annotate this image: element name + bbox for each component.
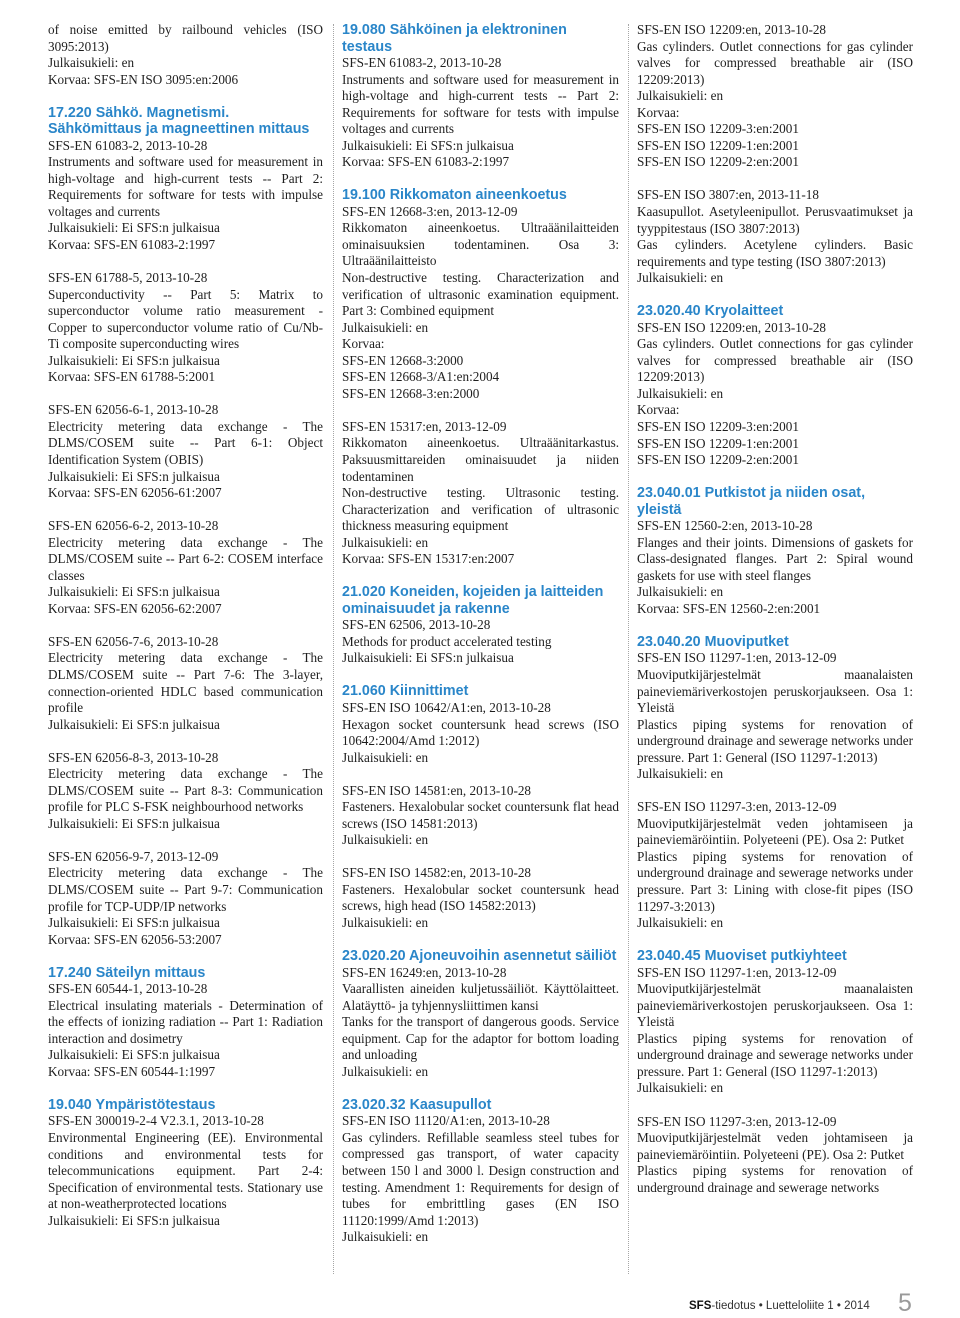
- standard-entry: [637, 650, 913, 782]
- entry-line: Korvaa: SFS-EN 62056-61:2007: [48, 485, 222, 501]
- standard-entry: [342, 783, 619, 849]
- entry-line: Julkaisukieli: en: [637, 584, 724, 600]
- entry-line: Julkaisukieli: Ei SFS:n julkaisua: [342, 650, 514, 666]
- entry-line: Korvaa:: [637, 104, 680, 120]
- entry-line: Fasteners. Hexalobular socket countersunk head screws, high head (ISO 14582:2013): [342, 881, 619, 914]
- entry-line: Plastics piping systems for renovation of underground drainage and sewerage networks under pressure. Part 3: Lining with close-fit pipes (ISO 11297-3:2013): [637, 848, 913, 914]
- standard-entry: [637, 22, 913, 171]
- footer-brand-suffix: -tiedotus: [711, 1300, 756, 1312]
- entry-line: Fasteners. Hexalobular socket countersunk flat head screws (ISO 14581:2013): [342, 799, 619, 831]
- entry-line: SFS-EN ISO 12209-3:en:2001: [637, 418, 799, 434]
- bullet-icon: •: [836, 1300, 845, 1312]
- section-heading: 17.220 Sähkö. Magnetismi. Sähkömittaus ja magneettinen mittaus: [48, 104, 310, 138]
- section-heading: 19.080 Sähköinen ja elektroninen testaus: [342, 22, 567, 55]
- section-heading: 17.240 Säteilyn mittaus: [48, 964, 206, 981]
- section-heading: 19.100 Rikkomaton aineenkoetus: [342, 187, 567, 204]
- standard-entry: [637, 518, 913, 617]
- entry-line: Gas cylinders. Refillable seamless steel tubes for compressed gas transport, of water capacity between 150 l and 3000 l. Design construction and testing. Amendment 1: Requirements for design of tubes for embrittling gases (EN ISO 11120:1999/Amd 1:2013): [342, 1129, 619, 1228]
- entry-line: Flanges and their joints. Dimensions of gaskets for Class-designated flanges. Part 2: Spiral wound gaskets for use with steel flanges: [637, 534, 913, 583]
- entry-line: Environmental Engineering (EE). Environmental conditions and environmental tests for telecommunications equipment. Part 2-4: Specification of environmental tests. Stationary use at non-weatherprotected locations: [48, 1130, 323, 1212]
- entry-line: Julkaisukieli: Ei SFS:n julkaisua: [48, 915, 220, 931]
- entry-identifier: SFS-EN ISO 10642/A1:en, 2013-10-28: [342, 699, 551, 715]
- entry-line: Korvaa: SFS-EN 15317:en:2007: [342, 551, 515, 567]
- entry-line: Muoviputkijärjestelmät maanalaisten paineviemäriverkostojen peruskorjaukseen. Osa 1: Yleistä: [637, 666, 913, 716]
- column-separator: [628, 24, 629, 1274]
- entry-identifier: SFS-EN 62056-6-2, 2013-10-28: [48, 518, 219, 534]
- entry-line: Julkaisukieli: Ei SFS:n julkaisua: [48, 584, 220, 600]
- entry-identifier: SFS-EN ISO 11297-1:en, 2013-12-09: [637, 650, 837, 666]
- standard-entry: [48, 518, 323, 617]
- entry-identifier: SFS-EN 62056-8-3, 2013-10-28: [48, 749, 219, 765]
- entry-line: Gas cylinders. Outlet connections for gas cylinder valves for compressed breathable air (ISO 12209:2013): [637, 336, 913, 385]
- footer-issue: Luetteloliite 1: [765, 1300, 834, 1312]
- entry-line: SFS-EN ISO 12209-1:en:2001: [637, 435, 799, 451]
- section-heading: 21.060 Kiinnittimet: [342, 683, 469, 700]
- entry-line: Kaasupullot. Asetyleenipullot. Perusvaatimukset ja tyyppitestaus (ISO 3807:2013): [637, 203, 913, 236]
- standard-entry: [342, 700, 619, 766]
- entry-identifier: SFS-EN ISO 12209:en, 2013-10-28: [637, 22, 827, 37]
- standard-entry: [342, 965, 619, 1081]
- entry-line: Methods for product accelerated testing: [342, 633, 552, 649]
- standard-entry: [48, 138, 323, 254]
- section-heading: 23.020.20 Ajoneuvoihin asennetut säiliöt: [342, 948, 617, 965]
- standard-entry: [48, 634, 323, 733]
- entry-line: Tanks for the transport of dangerous goods. Service equipment. Cap for the adaptor for bottom loading and unloading: [342, 1014, 619, 1063]
- entry-line: Rikkomaton aineenkoetus. Ultraäänitarkastus. Paksuusmittareiden ominaisuudet ja niiden todentaminen: [342, 435, 619, 484]
- entry-line: Muoviputkijärjestelmät veden johtamiseen ja paineviemäröintiin. Polyeteeni (PE). Osa 2: Putket: [637, 1130, 913, 1162]
- entry-line: Muoviputkijärjestelmät veden johtamiseen ja paineviemäröintiin. Polyeteeni (PE). Osa 2: Putket: [637, 815, 913, 848]
- entry-line: Korvaa: SFS-EN 61083-2:1997: [342, 154, 510, 170]
- entry-line: Electricity metering data exchange - The DLMS/COSEM suite -- Part 6-1: Object Identification System (OBIS): [48, 418, 323, 467]
- entry-line: Julkaisukieli: en: [342, 319, 429, 335]
- standard-entry: [342, 1113, 619, 1245]
- entry-line: Julkaisukieli: en: [637, 1080, 724, 1096]
- entry-identifier: SFS-EN 61083-2, 2013-10-28: [48, 137, 208, 153]
- standard-entry: [637, 1114, 913, 1197]
- entry-line: Julkaisukieli: Ei SFS:n julkaisua: [342, 137, 514, 153]
- entry-line: Electricity metering data exchange - The DLMS/COSEM suite -- Part 6-2: COSEM interface classes: [48, 534, 323, 583]
- entry-line: Julkaisukieli: en: [342, 1229, 429, 1245]
- entry-line: Electrical insulating materials - Determination of the effects of ionizing radiation -- Part 1: Radiation interaction and dosimetry: [48, 997, 323, 1046]
- standard-entry: [48, 402, 323, 501]
- entry-line: Vaarallisten aineiden kuljetussäiliöt. Käyttölaitteet. Alatäyttö- ja tyhjennysliittimen kansi: [342, 981, 619, 1013]
- entry-line: Electricity metering data exchange - The DLMS/COSEM suite -- Part 7-6: The 3-layer, connection-oriented HDLC based communication profile: [48, 650, 323, 716]
- entry-identifier: SFS-EN 12668-3:en, 2013-12-09: [342, 203, 518, 219]
- entry-line: Electricity metering data exchange - The DLMS/COSEM suite -- Part 9-7: Communication profile for TCP-UDP/IP networks: [48, 865, 323, 914]
- entry-line: SFS-EN ISO 12209-2:en:2001: [637, 154, 799, 170]
- standard-entry: [342, 55, 619, 171]
- entry-line: Korvaa:: [637, 402, 680, 418]
- entry-line: Korvaa: SFS-EN 60544-1:1997: [48, 1063, 216, 1079]
- entry-line: Julkaisukieli: Ei SFS:n julkaisua: [48, 1212, 220, 1228]
- standard-entry: [637, 965, 913, 1097]
- section-heading: 21.020 Koneiden, kojeiden ja laitteiden ominaisuudet ja rakenne: [342, 584, 604, 617]
- standard-entry: [637, 799, 913, 931]
- entry-line: Julkaisukieli: en: [637, 88, 724, 104]
- entry-line: SFS-EN ISO 12209-1:en:2001: [637, 137, 799, 153]
- entry-identifier: SFS-EN ISO 11297-3:en, 2013-12-09: [637, 1113, 837, 1129]
- entry-line: Korvaa: SFS-EN 61083-2:1997: [48, 236, 216, 252]
- entry-identifier: SFS-EN 62056-9-7, 2013-12-09: [48, 848, 219, 864]
- section-heading: 23.040.45 Muoviset putkiyhteet: [637, 948, 847, 965]
- entry-line: Plastics piping systems for renovation of underground drainage and sewerage networks under pressure. Part 1: General (ISO 11297-1:2013): [637, 716, 913, 765]
- entry-identifier: SFS-EN ISO 11297-3:en, 2013-12-09: [637, 799, 837, 815]
- entry-identifier: SFS-EN ISO 11297-1:en, 2013-12-09: [637, 964, 837, 980]
- standard-entry: [342, 865, 619, 931]
- entry-line: Korvaa: SFS-EN 12560-2:en:2001: [637, 600, 821, 616]
- entry-line: Electricity metering data exchange - The DLMS/COSEM suite -- Part 8-3: Communication profile for PLC S-FSK neighbourhood networks: [48, 766, 323, 815]
- entry-line: Julkaisukieli: en: [637, 270, 724, 286]
- section-heading: 23.040.01 Putkistot ja niiden osat, yleistä: [637, 485, 866, 518]
- entry-line: Julkaisukieli: Ei SFS:n julkaisua: [48, 815, 220, 831]
- standard-entry: [637, 320, 913, 469]
- entry-line: Korvaa: SFS-EN 62056-62:2007: [48, 600, 222, 616]
- section-heading: 19.040 Ympäristötestaus: [48, 1096, 216, 1113]
- entry-line: Gas cylinders. Outlet connections for gas cylinder valves for compressed breathable air (ISO 12209:2013): [637, 38, 913, 87]
- standard-entry: [342, 617, 619, 667]
- entry-identifier: SFS-EN 62056-7-6, 2013-10-28: [48, 633, 219, 649]
- entry-identifier: SFS-EN ISO 3807:en, 2013-11-18: [637, 187, 819, 203]
- footer-year: 2014: [844, 1300, 870, 1312]
- entry-identifier: SFS-EN 61788-5, 2013-10-28: [48, 270, 208, 286]
- entry-line: Julkaisukieli: en: [342, 534, 429, 550]
- entry-identifier: SFS-EN 60544-1, 2013-10-28: [48, 981, 208, 997]
- entry-line: Rikkomaton aineenkoetus. Ultraäänilaitteiden ominaisuuksien todentaminen. Osa 3: Ultraäänilaitteisto: [342, 220, 619, 269]
- entry-identifier: SFS-EN ISO 12209:en, 2013-10-28: [637, 319, 827, 335]
- section-heading: 23.040.20 Muoviputket: [637, 633, 789, 650]
- section-heading: 23.020.32 Kaasupullot: [342, 1096, 492, 1113]
- entry-line: Non-destructive testing. Characterization and verification of ultrasonic examination equipment. Part 3: Combined equipment: [342, 270, 619, 319]
- standard-entry: [48, 849, 323, 948]
- entry-line: Muoviputkijärjestelmät maanalaisten paineviemäriverkostojen peruskorjaukseen. Osa 1: Yleistä: [637, 981, 913, 1030]
- entry-line: Julkaisukieli: en: [342, 832, 429, 848]
- entry-identifier: of noise emitted by railbound vehicles (ISO 3095:2013): [48, 22, 323, 54]
- entry-line: Julkaisukieli: en: [342, 749, 429, 765]
- standard-entry: [48, 270, 323, 386]
- entry-line: Julkaisukieli: Ei SFS:n julkaisua: [48, 352, 220, 368]
- entry-line: Instruments and software used for measurement in high-voltage and high-current tests -- Part 2: Requirements for software for tests with impulse voltages and currents: [342, 71, 619, 137]
- entry-identifier: SFS-EN 62506, 2013-10-28: [342, 617, 491, 633]
- standard-entry: [342, 419, 619, 568]
- entry-line: Korvaa:: [342, 336, 385, 352]
- entry-identifier: SFS-EN 300019-2-4 V2.3.1, 2013-10-28: [48, 1113, 264, 1129]
- entry-line: Julkaisukieli: en: [342, 1063, 429, 1079]
- entry-line: Julkaisukieli: en: [342, 914, 429, 930]
- entry-identifier: SFS-EN 15317:en, 2013-12-09: [342, 418, 507, 434]
- entry-line: Julkaisukieli: en: [48, 55, 135, 71]
- column-1: [48, 22, 323, 1246]
- entry-line: Korvaa: SFS-EN 61788-5:2001: [48, 369, 216, 385]
- section-heading: 23.020.40 Kryolaitteet: [637, 303, 784, 320]
- entry-identifier: SFS-EN 12560-2:en, 2013-10-28: [637, 518, 813, 534]
- entry-line: Julkaisukieli: Ei SFS:n julkaisua: [48, 1047, 220, 1063]
- column-separator: [333, 24, 334, 1274]
- standard-entry: [48, 981, 323, 1080]
- entry-line: Non-destructive testing. Ultrasonic testing. Characterization and verification of ultrasonic thickness measuring equipment: [342, 485, 619, 534]
- footer-brand: SFS: [689, 1300, 712, 1312]
- footer-text: [689, 1300, 870, 1312]
- page-number: 5: [898, 1289, 912, 1317]
- standard-entry: [637, 187, 913, 286]
- entry-line: Julkaisukieli: en: [637, 915, 724, 931]
- entry-line: Julkaisukieli: Ei SFS:n julkaisua: [48, 468, 220, 484]
- standard-entry: [48, 750, 323, 833]
- entry-identifier: SFS-EN 62056-6-1, 2013-10-28: [48, 402, 219, 418]
- entry-line: Hexagon socket countersunk head screws (ISO 10642:2004/Amd 1:2012): [342, 716, 619, 749]
- column-2: [342, 22, 619, 1262]
- entry-line: Superconductivity -- Part 5: Matrix to superconductor volume ratio measurement - Copper to superconductor volume ratio of Cu/Nb-Ti composite superconducting wires: [48, 286, 323, 352]
- column-3: [637, 22, 913, 1213]
- entry-line: Julkaisukieli: en: [637, 766, 724, 782]
- entry-identifier: SFS-EN 61083-2, 2013-10-28: [342, 55, 502, 70]
- standard-entry: [342, 204, 619, 403]
- entry-line: Korvaa: SFS-EN ISO 3095:en:2006: [48, 71, 239, 87]
- bullet-icon: •: [758, 1300, 766, 1312]
- entry-line: Julkaisukieli: Ei SFS:n julkaisua: [48, 220, 220, 236]
- entry-identifier: SFS-EN ISO 11120/A1:en, 2013-10-28: [342, 1113, 550, 1129]
- entry-line: Instruments and software used for measurement in high-voltage and high-current tests -- Part 2: Requirements for software for tests with impulse voltages and currents: [48, 154, 323, 219]
- entry-identifier: SFS-EN ISO 14581:en, 2013-10-28: [342, 782, 532, 798]
- entry-line: Korvaa: SFS-EN 62056-53:2007: [48, 931, 222, 947]
- entry-line: SFS-EN 12668-3/A1:en:2004: [342, 369, 500, 385]
- standard-entry: [48, 22, 323, 88]
- entry-line: Julkaisukieli: en: [637, 385, 724, 401]
- entry-line: Plastics piping systems for renovation of underground drainage and sewerage networks: [637, 1163, 913, 1195]
- entry-identifier: SFS-EN ISO 14582:en, 2013-10-28: [342, 865, 532, 881]
- entry-line: SFS-EN 12668-3:en:2000: [342, 385, 480, 401]
- entry-line: Julkaisukieli: Ei SFS:n julkaisua: [48, 716, 220, 732]
- entry-line: SFS-EN 12668-3:2000: [342, 352, 464, 368]
- entry-line: SFS-EN ISO 12209-3:en:2001: [637, 121, 799, 137]
- entry-line: Gas cylinders. Acetylene cylinders. Basic requirements and type testing (ISO 3807:2013): [637, 237, 913, 269]
- entry-line: SFS-EN ISO 12209-2:en:2001: [637, 452, 799, 468]
- entry-line: Plastics piping systems for renovation of underground drainage and sewerage networks under pressure. Part 1: General (ISO 11297-1:2013): [637, 1030, 913, 1079]
- entry-identifier: SFS-EN 16249:en, 2013-10-28: [342, 964, 507, 980]
- standard-entry: [48, 1113, 323, 1229]
